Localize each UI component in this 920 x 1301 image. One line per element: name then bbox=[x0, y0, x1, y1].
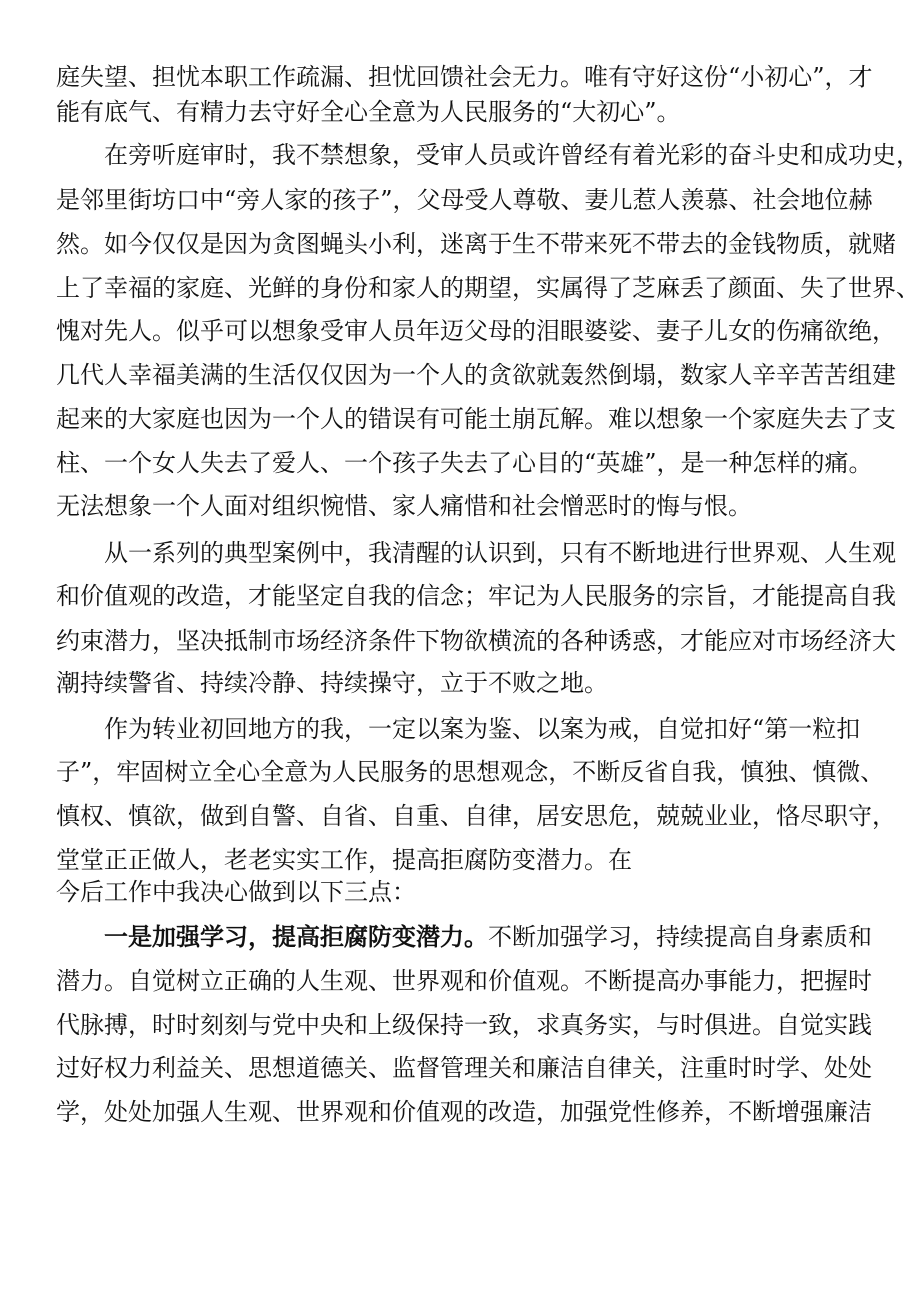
numbered-point-one bbox=[104, 921, 872, 953]
text-line-6: 上了幸福的家庭、光鲜的身份和家人的期望，实属得了芝麻丢了颜面、失了世界、 bbox=[56, 274, 920, 302]
text-line-13: 和价值观的改造，才能坚定自我的信念；牢记为人民服务的宗旨，才能提高自我 bbox=[56, 582, 896, 610]
text-line-16: 作为转业初回地方的我，一定以案为鉴、以案为戒，自觉扣好“第一粒扣 bbox=[104, 715, 861, 743]
text-line-25: 学，处处加强人生观、世界观和价值观的改造，加强党性修养，不断增强廉洁 bbox=[56, 1098, 872, 1126]
text-line-24: 过好权力利益关、思想道德关、监督管理关和廉洁自律关，注重时时学、处处 bbox=[56, 1054, 872, 1082]
text-line-7: 愧对先人。似乎可以想象受审人员年迈父母的泪眼婆娑、妻子儿女的伤痛欲绝， bbox=[56, 317, 896, 345]
text-line-20: 今后工作中我决心做到以下三点： bbox=[56, 878, 416, 906]
text-line-3: 在旁听庭审时，我不禁想象，受审人员或许曾经有着光彩的奋斗史和成功史， bbox=[104, 141, 920, 169]
text-line-1: 庭失望、担忧本职工作疏漏、担忧回馈社会无力。唯有守好这份“小初心”，才 bbox=[56, 63, 873, 91]
text-line-9: 起来的大家庭也因为一个人的错误有可能土崩瓦解。难以想象一个家庭失去了支 bbox=[56, 405, 896, 433]
text-line-4: 是邻里街坊口中“旁人家的孩子”，父母受人尊敬、妻儿惹人羡慕、社会地位赫 bbox=[56, 186, 873, 214]
text-line-18: 慎权、慎欲，做到自警、自省、自重、自律，居安思危，兢兢业业，恪尽职守， bbox=[56, 802, 896, 830]
heading-continuation: 不断加强学习，持续提高自身素质和 bbox=[488, 923, 872, 951]
text-line-12: 从一系列的典型案例中，我清醒的认识到，只有不断地进行世界观、人生观 bbox=[104, 539, 896, 567]
text-line-11: 无法想象一个人面对组织惋惜、家人痛惜和社会憎恶时的悔与恨。 bbox=[56, 492, 752, 520]
text-line-14: 约束潜力，坚决抵制市场经济条件下物欲横流的各种诱惑，才能应对市场经济大 bbox=[56, 627, 896, 655]
bold-heading: 一是加强学习，提高拒腐防变潜力。 bbox=[104, 922, 488, 951]
text-line-8: 几代人幸福美满的生活仅仅因为一个人的贪欲就轰然倒塌，数家人辛辛苦苦组建 bbox=[56, 361, 896, 389]
text-line-17: 子”，牢固树立全心全意为人民服务的思想观念，不断反省自我，慎独、慎微、 bbox=[56, 758, 885, 786]
text-line-23: 代脉搏，时时刻刻与党中央和上级保持一致，求真务实，与时俱进。自觉实践 bbox=[56, 1011, 872, 1039]
text-line-22: 潜力。自觉树立正确的人生观、世界观和价值观。不断提高办事能力，把握时 bbox=[56, 967, 872, 995]
text-line-2: 能有底气、有精力去守好全心全意为人民服务的“大初心”。 bbox=[56, 98, 681, 126]
text-line-15: 潮持续警省、持续冷静、持续操守，立于不败之地。 bbox=[56, 669, 608, 697]
text-line-10: 柱、一个女人失去了爱人、一个孩子失去了心目的“英雄”，是一种怎样的痛。 bbox=[56, 449, 873, 477]
text-line-19: 堂堂正正做人，老老实实工作，提高拒腐防变潜力。在 bbox=[56, 846, 632, 874]
text-line-5: 然。如今仅仅是因为贪图蝇头小利，迷离于生不带来死不带去的金钱物质，就赌 bbox=[56, 230, 896, 258]
